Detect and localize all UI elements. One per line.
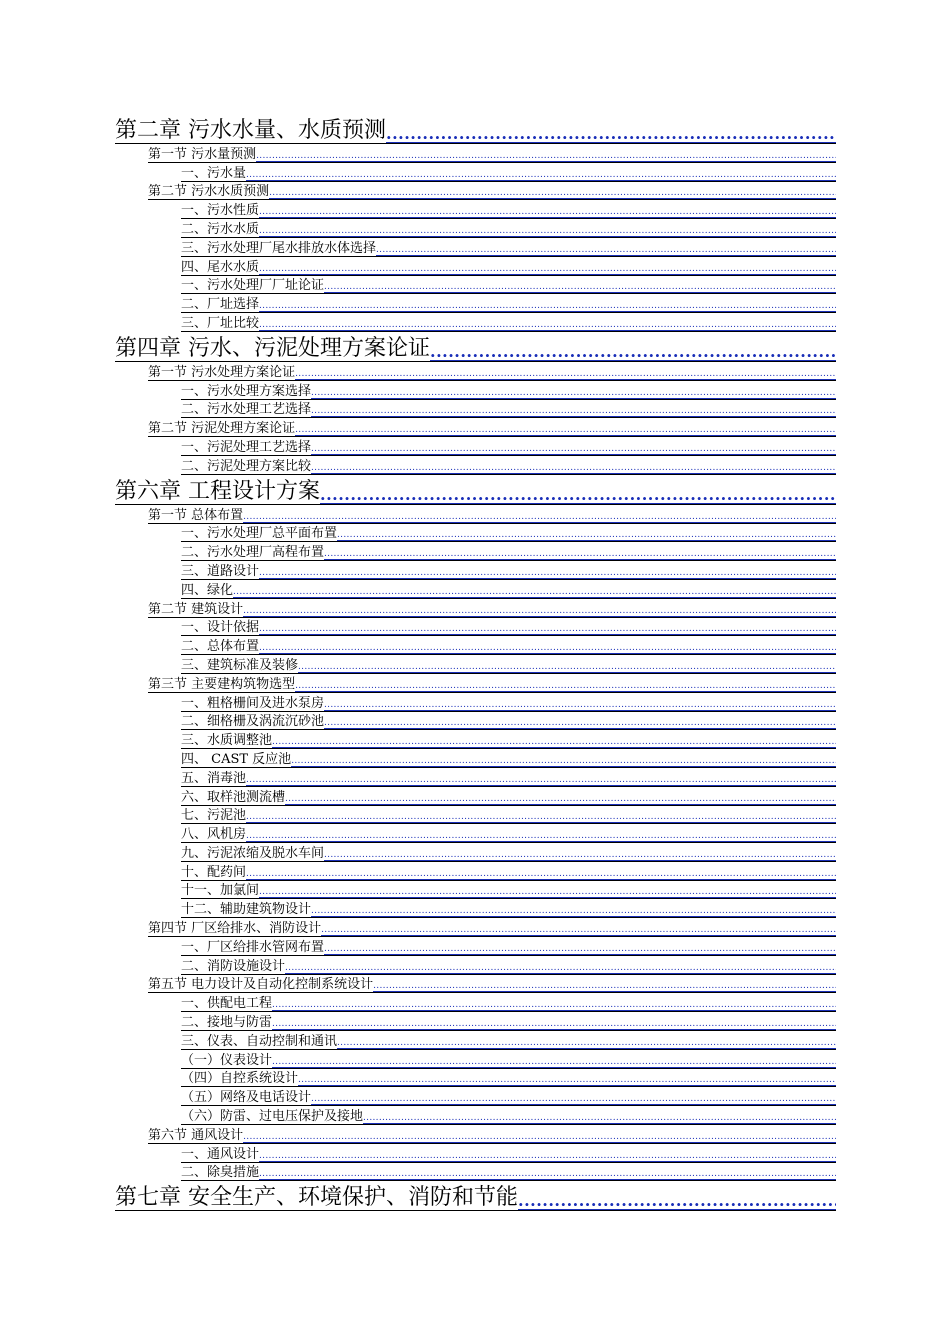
- toc-dot-leader: [272, 1058, 836, 1068]
- toc-dot-leader: [285, 964, 836, 974]
- toc-dot-leader: [246, 870, 836, 880]
- toc-item-entry[interactable]: [181, 843, 836, 862]
- toc-item-entry[interactable]: [181, 806, 836, 825]
- toc-item-entry[interactable]: [181, 437, 836, 456]
- toc-dot-leader: [272, 1020, 836, 1030]
- toc-dot-leader: [259, 227, 836, 237]
- toc-entry-title: 四、绿化: [181, 582, 234, 598]
- toc-entry-title: 二、厂址选择: [181, 297, 260, 313]
- toc-entry-title: 六、取样池测流槽: [181, 789, 286, 805]
- toc-dot-leader: [259, 644, 836, 654]
- toc-dot-leader: [259, 888, 836, 898]
- toc-entry-title: 第七章 安全生产、环境保护、消防和节能: [115, 1185, 518, 1211]
- toc-dot-leader: [259, 208, 836, 218]
- toc-item-entry[interactable]: [181, 276, 836, 295]
- toc-section-entry[interactable]: [148, 505, 836, 524]
- toc-entry-title: 二、接地与防雷: [181, 1015, 273, 1031]
- toc-entry-title: 第一节 总体布置: [148, 507, 244, 523]
- toc-item-entry[interactable]: [181, 381, 836, 400]
- toc-section-entry[interactable]: [148, 975, 836, 994]
- toc-item-entry[interactable]: [181, 618, 836, 637]
- toc-dot-leader: [324, 851, 836, 861]
- toc-item-entry[interactable]: [181, 693, 836, 712]
- toc-entry-title: 七、污泥池: [181, 808, 247, 824]
- toc-dot-leader: [259, 1170, 836, 1180]
- toc-entry-title: 一、污水量: [181, 165, 247, 181]
- toc-item-entry[interactable]: [181, 712, 836, 731]
- toc-dot-leader: [256, 152, 836, 162]
- toc-dot-leader: [291, 757, 836, 767]
- toc-dot-leader: [259, 1152, 836, 1162]
- toc-dot-leader: [233, 588, 836, 598]
- toc-entry-title: 十、配药间: [181, 864, 247, 880]
- toc-entry-title: 二、消防设施设计: [181, 958, 286, 974]
- toc-entry-title: 第二节 污水水质预测: [148, 184, 270, 200]
- toc-dot-leader: [295, 426, 836, 436]
- toc-entry-title: 一、污水处理方案选择: [181, 383, 312, 399]
- toc-dot-leader: [518, 1193, 836, 1210]
- toc-entry-title: 三、道路设计: [181, 563, 260, 579]
- toc-dot-leader: [298, 1076, 836, 1086]
- toc-dot-leader: [246, 171, 836, 181]
- toc-entry-title: 八、风机房: [181, 827, 247, 843]
- toc-item-entry[interactable]: [181, 993, 836, 1012]
- toc-dot-leader: [324, 701, 836, 711]
- toc-entry-title: （五）网络及电话设计: [181, 1090, 312, 1106]
- toc-dot-leader: [311, 389, 836, 399]
- toc-dot-leader: [246, 832, 836, 842]
- toc-dot-leader: [311, 464, 836, 474]
- table-of-contents: [115, 114, 836, 1211]
- toc-item-entry[interactable]: [181, 768, 836, 787]
- toc-section-entry[interactable]: [148, 599, 836, 618]
- toc-dot-leader: [259, 625, 836, 635]
- toc-item-entry[interactable]: [181, 580, 836, 599]
- toc-entry-title: 一、污泥处理工艺选择: [181, 439, 312, 455]
- toc-entry-title: 一、污水性质: [181, 203, 260, 219]
- toc-dot-leader: [243, 607, 836, 617]
- toc-item-entry[interactable]: [181, 899, 836, 918]
- toc-entry-title: 一、设计依据: [181, 620, 260, 636]
- toc-dot-leader: [324, 945, 836, 955]
- toc-item-entry[interactable]: [181, 824, 836, 843]
- toc-section-entry[interactable]: [148, 182, 836, 201]
- toc-entry-title: 第一节 污水处理方案论证: [148, 364, 296, 380]
- toc-dot-leader: [298, 663, 836, 673]
- toc-entry-title: 二、污水水质: [181, 221, 260, 237]
- toc-item-entry[interactable]: [181, 881, 836, 900]
- toc-dot-leader: [259, 302, 836, 312]
- toc-item-entry[interactable]: [181, 1144, 836, 1163]
- toc-item-entry[interactable]: [181, 456, 836, 475]
- toc-item-entry[interactable]: [181, 862, 836, 881]
- toc-dot-leader: [324, 283, 836, 293]
- toc-section-entry[interactable]: [148, 1125, 836, 1144]
- toc-entry-title: 第六节 通风设计: [148, 1127, 244, 1143]
- toc-dot-leader: [243, 1133, 836, 1143]
- toc-item-entry[interactable]: [181, 787, 836, 806]
- toc-item-entry[interactable]: [181, 1050, 836, 1069]
- toc-item-entry[interactable]: [181, 238, 836, 257]
- toc-item-entry[interactable]: [181, 400, 836, 419]
- toc-item-entry[interactable]: [181, 1031, 836, 1050]
- toc-item-entry[interactable]: [181, 749, 836, 768]
- toc-dot-leader: [246, 776, 836, 786]
- toc-entry-title: 二、污泥处理方案比较: [181, 458, 312, 474]
- toc-item-entry[interactable]: [181, 937, 836, 956]
- toc-entry-title: 一、通风设计: [181, 1146, 260, 1162]
- toc-dot-leader: [311, 1095, 836, 1105]
- toc-entry-title: （一）仪表设计: [181, 1052, 273, 1068]
- toc-item-entry[interactable]: [181, 163, 836, 182]
- toc-section-entry[interactable]: [148, 674, 836, 693]
- toc-entry-title: 三、仪表、自动控制和通讯: [181, 1033, 338, 1049]
- toc-item-entry[interactable]: [181, 313, 836, 332]
- toc-item-entry[interactable]: [181, 655, 836, 674]
- toc-item-entry[interactable]: [181, 524, 836, 543]
- toc-dot-leader: [259, 265, 836, 275]
- toc-dot-leader: [363, 1114, 836, 1124]
- toc-dot-leader: [324, 719, 836, 729]
- toc-entry-title: （六）防雷、过电压保护及接地: [181, 1109, 364, 1125]
- toc-entry-title: 第二节 建筑设计: [148, 601, 244, 617]
- toc-item-entry[interactable]: [181, 1012, 836, 1031]
- toc-item-entry[interactable]: [181, 219, 836, 238]
- toc-dot-leader: [337, 531, 836, 541]
- toc-dot-leader: [373, 982, 836, 992]
- toc-section-entry[interactable]: [148, 918, 836, 937]
- toc-entry-title: 四、 CAST 反应池: [181, 751, 292, 767]
- toc-entry-title: 一、污水处理厂厂址论证: [181, 278, 325, 294]
- toc-entry-title: 第四章 污水、污泥处理方案论证: [115, 335, 430, 361]
- toc-entry-title: 二、污水处理工艺选择: [181, 402, 312, 418]
- toc-dot-leader: [246, 813, 836, 823]
- toc-entry-title: 四、尾水水质: [181, 259, 260, 275]
- toc-chapter-entry[interactable]: [115, 114, 836, 144]
- toc-item-entry[interactable]: [181, 1106, 836, 1125]
- toc-entry-title: 三、污水处理厂尾水排放水体选择: [181, 240, 377, 256]
- toc-dot-leader: [269, 189, 836, 199]
- toc-dot-leader: [311, 407, 836, 417]
- toc-entry-title: 第四节 厂区给排水、消防设计: [148, 921, 322, 937]
- toc-entry-title: 二、总体布置: [181, 639, 260, 655]
- toc-item-entry[interactable]: [181, 200, 836, 219]
- toc-entry-title: （四）自控系统设计: [181, 1071, 299, 1087]
- toc-dot-leader: [321, 926, 836, 936]
- toc-dot-leader: [324, 550, 836, 560]
- toc-dot-leader: [311, 907, 836, 917]
- toc-dot-leader: [272, 738, 836, 748]
- toc-entry-title: 一、粗格栅间及进水泵房: [181, 695, 325, 711]
- toc-section-entry[interactable]: [148, 362, 836, 381]
- toc-item-entry[interactable]: [181, 542, 836, 561]
- toc-dot-leader: [272, 1001, 836, 1011]
- toc-section-entry[interactable]: [148, 418, 836, 437]
- toc-entry-title: 三、水质调整池: [181, 733, 273, 749]
- toc-dot-leader: [295, 682, 836, 692]
- toc-item-entry[interactable]: [181, 1069, 836, 1088]
- toc-item-entry[interactable]: [181, 956, 836, 975]
- toc-entry-title: 五、消毒池: [181, 770, 247, 786]
- toc-entry-title: 十二、辅助建筑物设计: [181, 902, 312, 918]
- toc-entry-title: 二、细格栅及涡流沉砂池: [181, 714, 325, 730]
- toc-entry-title: 二、污水处理厂高程布置: [181, 545, 325, 561]
- toc-chapter-entry[interactable]: [115, 475, 836, 505]
- toc-dot-leader: [376, 246, 836, 256]
- toc-chapter-entry[interactable]: [115, 1181, 836, 1211]
- toc-entry-title: 第二节 污泥处理方案论证: [148, 421, 296, 437]
- toc-entry-title: 一、厂区给排水管网布置: [181, 939, 325, 955]
- toc-dot-leader: [430, 344, 836, 361]
- toc-entry-title: 一、污水处理厂总平面布置: [181, 526, 338, 542]
- toc-dot-leader: [386, 126, 836, 143]
- toc-entry-title: 第六章 工程设计方案: [115, 478, 320, 504]
- toc-dot-leader: [320, 487, 836, 504]
- toc-entry-title: 一、供配电工程: [181, 996, 273, 1012]
- toc-item-entry[interactable]: [181, 730, 836, 749]
- toc-dot-leader: [295, 370, 836, 380]
- toc-entry-title: 第一节 污水量预测: [148, 146, 257, 162]
- toc-item-entry[interactable]: [181, 1163, 836, 1182]
- toc-section-entry[interactable]: [148, 144, 836, 163]
- toc-dot-leader: [337, 1039, 836, 1049]
- toc-dot-leader: [311, 445, 836, 455]
- toc-dot-leader: [259, 569, 836, 579]
- toc-entry-title: 九、污泥浓缩及脱水车间: [181, 845, 325, 861]
- toc-entry-title: 十一、加氯间: [181, 883, 260, 899]
- toc-dot-leader: [259, 321, 836, 331]
- toc-entry-title: 二、除臭措施: [181, 1165, 260, 1181]
- toc-entry-title: 第五节 电力设计及自动化控制系统设计: [148, 977, 374, 993]
- toc-item-entry[interactable]: [181, 257, 836, 276]
- toc-item-entry[interactable]: [181, 1087, 836, 1106]
- toc-entry-title: 第三节 主要建构筑物选型: [148, 676, 296, 692]
- toc-dot-leader: [243, 513, 836, 523]
- toc-item-entry[interactable]: [181, 561, 836, 580]
- toc-item-entry[interactable]: [181, 294, 836, 313]
- toc-chapter-entry[interactable]: [115, 332, 836, 362]
- toc-entry-title: 第二章 污水水量、水质预测: [115, 118, 386, 143]
- toc-entry-title: 三、厂址比较: [181, 315, 260, 331]
- toc-dot-leader: [285, 795, 836, 805]
- toc-item-entry[interactable]: [181, 636, 836, 655]
- toc-entry-title: 三、建筑标准及装修: [181, 657, 299, 673]
